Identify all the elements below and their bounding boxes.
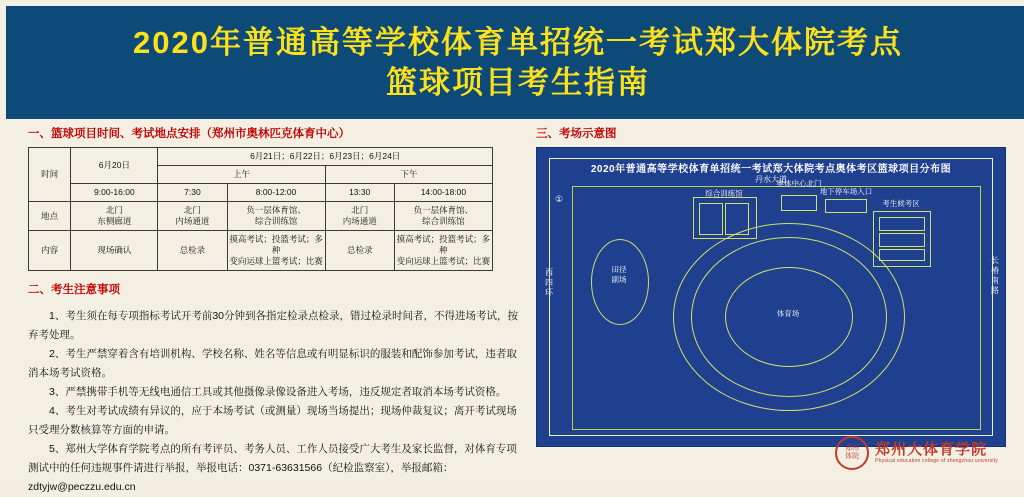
training-hall-shape-2 [725, 203, 749, 235]
place-1: 北门 内场通道 [158, 202, 227, 231]
time-1: 7:30 [158, 184, 227, 202]
diagram-title: 2020年普通高等学校体育单招统一考试郑大体院考点奥体考区篮球项目分布图 [590, 164, 952, 175]
schedule-table [28, 147, 493, 271]
institution-name-en: Physical education college of zhengzhou university [875, 458, 998, 464]
exam-area-sub-2 [879, 233, 925, 247]
pm-label: 下午 [325, 166, 492, 184]
content-3: 总检录 [325, 231, 394, 271]
institution-names [875, 441, 998, 465]
section-one-title: 一、篮球项目时间、考试地点安排（郑州市奥林匹克体育中心） [28, 128, 350, 140]
note-item: 3、严禁携带手机等无线电通信工具或其他摄像录像设备进入考场，违反规定者取消本场考试资格。 [49, 386, 507, 398]
training-hall-label: 综合训练馆 [705, 189, 743, 198]
exam-area-sub-1 [879, 217, 925, 231]
training-hall-shape [699, 203, 723, 235]
time-2: 8:00-12:00 [227, 184, 325, 202]
row-label-place: 地点 [29, 202, 71, 231]
note-item: 1、考生须在每专项指标考试开考前30分钟到各指定检录点检录，错过检录时间者，不得进场考试，按弃考处理。 [28, 310, 519, 341]
time-3: 13:30 [325, 184, 394, 202]
section-three-title: 三、考场示意图 [536, 128, 617, 140]
table-row [29, 148, 493, 166]
exam-area-label: 考生候考区 [882, 199, 920, 208]
exam-area-sub-3 [879, 249, 925, 261]
content-4: 摸高考试；投篮考试；多种 变向运球上篮考试；比赛 [394, 231, 492, 271]
place-0: 北门 东侧廊道 [71, 202, 158, 231]
am-label: 上午 [158, 166, 325, 184]
date-col-1: 6月20日 [71, 148, 158, 184]
time-col-1: 9:00-16:00 [71, 184, 158, 202]
road-label-right: 长椿南路 [991, 256, 999, 295]
note-item: 5、郑州大学体育学院考点的所有考评员、考务人员、工作人员接受广大考生及家长监督，对体育专项测试中的任何违规事件请进行举报，举报电话：0371-63631566（纪检监察室），举报邮箱：zdtyjw@peczzu.edu.cn [28, 443, 517, 493]
poster-content [6, 119, 1024, 493]
road-label-left: 西四环 [545, 268, 553, 297]
underground-parking-label: 地下停车场入口 [819, 187, 873, 196]
underground-parking-shape [825, 199, 867, 213]
content-1: 总检录 [158, 231, 227, 271]
institution-name-cn: 郑州大体育学院 [875, 441, 988, 458]
header-title-line2: 篮球项目考生指南 [386, 64, 650, 100]
row-label-content: 内容 [29, 231, 71, 271]
note-item: 2、考生严禁穿着含有培训机构、学校名称、姓名等信息或有明显标识的服装和配饰参加考试，违者取消本场考试资格。 [28, 348, 517, 379]
compass-icon: ① [555, 194, 564, 204]
notes-list [28, 307, 520, 497]
table-row [29, 184, 493, 202]
row-label-time: 时间 [29, 148, 71, 202]
venue-map-diagram [536, 147, 1006, 447]
stadium-label: 体育场 [776, 309, 800, 318]
place-3: 北门 内场通道 [325, 202, 394, 231]
track-field-label: 田径 副场 [611, 265, 627, 284]
left-column [28, 127, 520, 497]
institution-logo [835, 436, 998, 470]
road-label-top: 丹水大道 [755, 175, 787, 184]
table-row [29, 231, 493, 271]
date-col-2: 6月21日；6月22日；6月23日；6月24日 [158, 148, 493, 166]
north-gate-shape [781, 195, 817, 211]
time-4: 14:00-18:00 [394, 184, 492, 202]
content-0: 现场确认 [71, 231, 158, 271]
header-title-line1: 2020年普通高等学校体育单招统一考试郑大体院考点 [133, 24, 903, 60]
poster-header [6, 6, 1024, 119]
note-item: 4、考生对考试成绩有异议的，应于本场考试（或测量）现场当场提出；现场仲裁复议；离开考试现场只受理分数核算等方面的申请。 [28, 405, 517, 436]
table-row [29, 202, 493, 231]
place-4: 负一层体育馆、 综合训练馆 [394, 202, 492, 231]
right-column [536, 127, 1014, 447]
seal-icon: 郑州 体院 [835, 436, 869, 470]
content-2: 摸高考试；投篮考试；多种 变向运球上篮考试；比赛 [227, 231, 325, 271]
place-2: 负一层体育馆、 综合训练馆 [227, 202, 325, 231]
north-gate-label: 奥体中心北门 [776, 179, 822, 188]
section-two-title: 二、考生注意事项 [28, 284, 120, 296]
